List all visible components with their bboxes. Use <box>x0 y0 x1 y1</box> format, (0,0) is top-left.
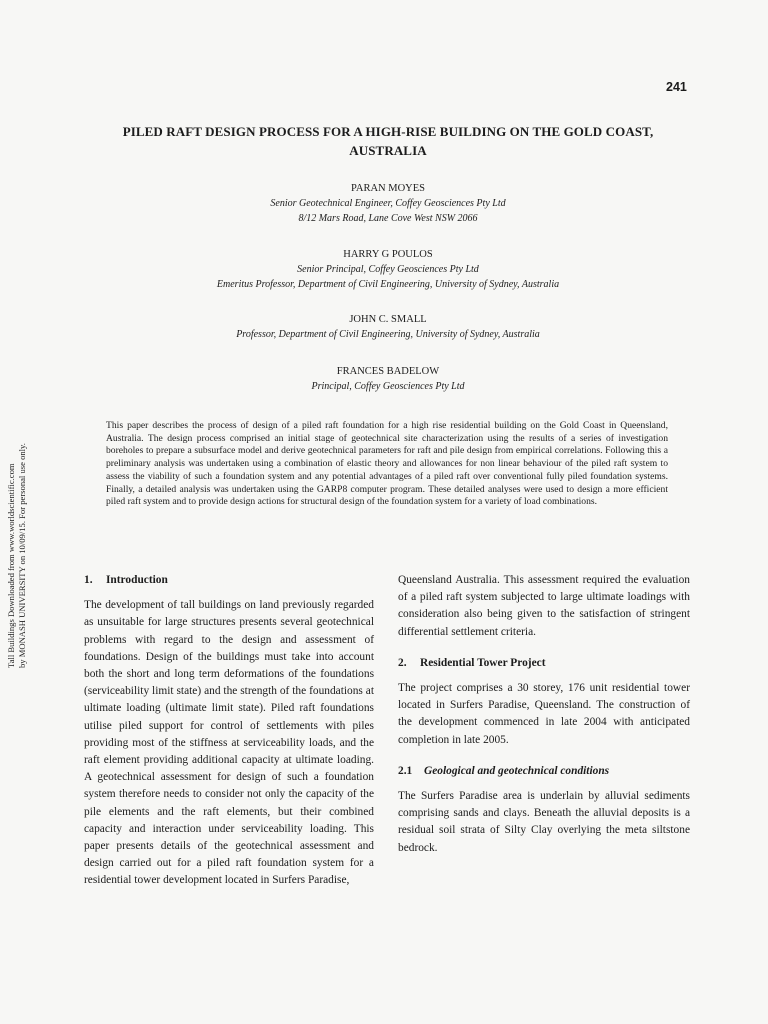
author-affiliation: Senior Geotechnical Engineer, Coffey Geosciences Pty Ltd <box>270 198 506 209</box>
author-block-1 <box>40 181 736 226</box>
author-name: PARAN MOYES <box>350 183 425 194</box>
author-affiliation: Professor, Department of Civil Engineering, University of Sydney, Australia <box>236 329 540 340</box>
author-affiliation: 8/12 Mars Road, Lane Cove West NSW 2066 <box>298 213 478 224</box>
abstract: This paper describes the process of design of a piled raft foundation for a high rise residential building on the Gold Coast in Queensland, Australia. The design process comprised an initial stage of geotechnical site characterization using the results of a series of investigation boreholes to prepare a subsurface model and derive geotechnical parameters for raft and pile design from empirical correlations. Following this a preliminary analysis was undertaken using a combination of elastic theory and allowances for non linear behaviour of the piled raft system to assess the viability of such a foundation system and any potential advantages of a piled raft over conventional fully piled foundation systems. Finally, a detailed analysis was undertaken using the GARP8 computer program. These detailed analyses were used to design a more efficient piled raft system and to provide design actions for structural design of the foundation system for a variety of load combinations. <box>106 420 668 508</box>
section-title: Geological and geotechnical conditions <box>424 764 610 777</box>
author-name: JOHN C. SMALL <box>349 314 427 325</box>
author-block-4 <box>40 364 736 394</box>
left-column <box>84 572 374 890</box>
side-download-note <box>2 372 36 672</box>
author-name: HARRY G POULOS <box>343 249 433 260</box>
introduction-continuation: Queensland Australia. This assessment required the evaluation of a piled raft system subjected to large ultimate loadings with consideration also being given to the satisfaction of stringent differential settlement criteria. <box>398 574 690 638</box>
author-block-2 <box>40 247 736 292</box>
section-number: 2.1 <box>398 764 413 777</box>
section-number: 1. <box>84 574 93 586</box>
side-note-line-1: Tall Buildings Downloaded from www.worldscientific.com <box>6 463 16 668</box>
section-heading-residential-tower <box>398 655 690 672</box>
paper-title <box>60 122 716 160</box>
section-title: Residential Tower Project <box>420 656 546 669</box>
author-name: FRANCES BADELOW <box>336 366 440 377</box>
introduction-body: The development of tall buildings on land previously regarded as unsuitable for large structures presents several geotechnical problems with regard to the design and assessment of foundations. Design of the buildings must take into account both the short and long term deformations of the foundations (serviceability limit state) and the strength of the foundations at ultimate loading (ultimate limit state). Piled raft foundations utilise piled support for control of settlements with piles providing most of the stiffness at serviceability loads, and the raft element providing additional capacity at ultimate loading. A geotechnical assessment for design of such a foundation system therefore needs to consider not only the capacity of the pile elements and the raft elements, but their combined capacity and interaction under serviceability loading. This paper presents details of the geotechnical assessment and design carried out for a piled raft foundation system for a residential tower development located in Surfers Paradise, <box>84 599 374 887</box>
title-line-1: PILED RAFT DESIGN PROCESS FOR A HIGH-RISE BUILDING ON THE GOLD COAST, <box>122 124 654 139</box>
author-affiliation: Emeritus Professor, Department of Civil Engineering, University of Sydney, Australia <box>216 279 560 290</box>
residential-tower-body: The project comprises a 30 storey, 176 unit residential tower located in Surfers Paradise, Queensland. The construction of the development commenced in late 2004 with anticipated completion in late 2005. <box>398 682 690 746</box>
section-title: Introduction <box>106 574 168 586</box>
author-affiliation: Senior Principal, Coffey Geosciences Pty Ltd <box>297 264 479 275</box>
section-heading-geological-conditions <box>398 763 690 780</box>
geological-conditions-body: The Surfers Paradise area is underlain by alluvial sediments comprising sands and clays. Beneath the alluvial deposits is a residual soil strata of Silty Clay overlying the meta siltstone bedrock. <box>398 790 690 854</box>
section-heading-introduction <box>84 572 374 589</box>
right-column <box>398 572 690 857</box>
section-number: 2. <box>398 656 407 669</box>
page-number: 241 <box>666 80 687 94</box>
author-block-3 <box>40 312 736 342</box>
author-affiliation: Principal, Coffey Geosciences Pty Ltd <box>311 381 465 392</box>
title-line-2: AUSTRALIA <box>349 143 427 158</box>
side-note-line-2: by MONASH UNIVERSITY on 10/09/15. For personal use only. <box>17 443 27 668</box>
